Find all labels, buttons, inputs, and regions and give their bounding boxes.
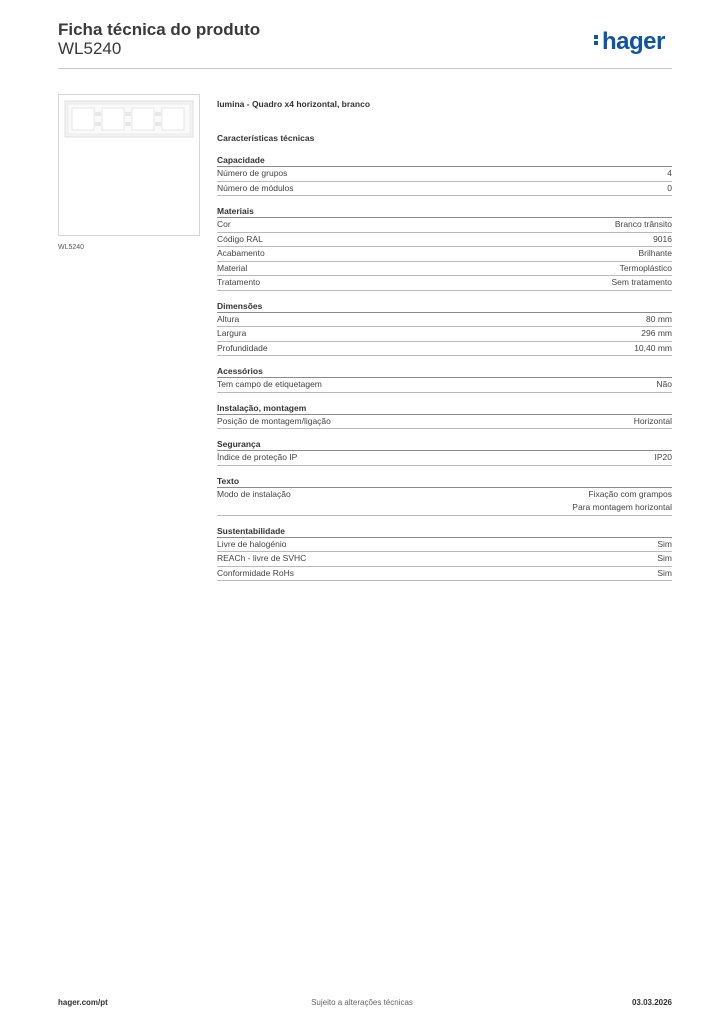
- spec-value-line: 296 mm: [641, 328, 672, 338]
- spec-value-line: Sem tratamento: [611, 277, 672, 287]
- page-title: Ficha técnica do produto: [58, 20, 261, 39]
- frame-x4-illustration: [59, 95, 199, 235]
- spec-label: Cor: [217, 219, 231, 229]
- logo-dots-icon: [594, 33, 600, 47]
- spec-value: [641, 327, 672, 341]
- spec-value: [657, 538, 672, 552]
- spec-section: [217, 300, 672, 357]
- spec-row: [217, 415, 672, 430]
- spec-section: [217, 525, 672, 582]
- spec-content: [217, 97, 672, 581]
- spec-label: Profundidade: [217, 342, 268, 353]
- product-code: WL5240: [58, 39, 122, 58]
- spec-value: [657, 567, 672, 581]
- spec-sections: [217, 154, 672, 581]
- spec-value: [653, 233, 672, 247]
- spec-label: Tem campo de etiquetagem: [217, 379, 322, 389]
- spec-value: [615, 218, 672, 232]
- spec-value-line: Sim: [657, 538, 672, 549]
- spec-row: [217, 167, 672, 182]
- spec-value: [638, 247, 672, 261]
- section-title: Sustentabilidade: [217, 525, 672, 538]
- spec-row: [217, 567, 672, 582]
- spec-label: Material: [217, 262, 248, 273]
- spec-value-line: Branco trânsito: [614, 219, 672, 229]
- spec-value: [656, 378, 672, 392]
- section-title: Acessórios: [217, 365, 672, 378]
- spec-row: [217, 552, 672, 567]
- section-title: Materiais: [217, 205, 672, 218]
- spec-value-line: Não: [656, 379, 672, 389]
- spec-row: [217, 327, 672, 342]
- spec-row: [217, 276, 672, 291]
- spec-value: [620, 262, 672, 276]
- spec-row: [217, 378, 672, 393]
- spec-row: [217, 313, 672, 328]
- spec-value: [612, 276, 672, 290]
- spec-value-line: Fixação com grampos: [588, 488, 672, 499]
- spec-section: [217, 402, 672, 430]
- spec-label: Acabamento: [217, 248, 265, 258]
- spec-section: [217, 475, 672, 516]
- spec-value: [646, 313, 672, 327]
- spec-row: [217, 218, 672, 233]
- product-description: lumina - Quadro x4 horizontal, branco: [217, 99, 371, 109]
- spec-label: Largura: [217, 328, 247, 338]
- spec-value-line: IP20: [654, 452, 672, 462]
- hager-logo[interactable]: [594, 28, 665, 56]
- spec-value-line: Brilhante: [638, 248, 672, 258]
- spec-label: Conformidade RoHs: [217, 567, 295, 578]
- spec-row: [217, 247, 672, 262]
- spec-label: Número de módulos: [217, 182, 294, 193]
- footer-notice: Sujeito a alterações técnicas: [311, 998, 413, 1007]
- spec-label: Código RAL: [217, 233, 263, 244]
- spec-value-line: Termoplástico: [619, 262, 672, 273]
- image-caption: WL5240: [58, 244, 85, 251]
- section-title: Segurança: [217, 438, 672, 451]
- spec-value-line: 9016: [653, 233, 672, 244]
- spec-label: Número de grupos: [217, 168, 288, 178]
- header-divider: [58, 68, 672, 69]
- spec-heading: Características técnicas: [217, 133, 315, 143]
- spec-value-line: 0: [667, 182, 672, 193]
- spec-value: [667, 182, 672, 196]
- spec-value-line: 4: [667, 168, 672, 178]
- spec-value-line: Sim: [657, 553, 672, 563]
- spec-value-line: 10,40 mm: [634, 342, 672, 353]
- spec-value-line: Sim: [657, 567, 672, 578]
- spec-value-line: 80 mm: [646, 313, 672, 324]
- spec-value: [634, 415, 672, 429]
- spec-section: [217, 205, 672, 291]
- spec-value-line: Horizontal: [633, 415, 672, 426]
- spec-value: [657, 552, 672, 566]
- footer-date: 03.03.2026: [631, 998, 672, 1007]
- spec-row: [217, 488, 672, 516]
- spec-label: Índice de proteção IP: [217, 452, 298, 462]
- spec-label: REACh - livre de SVHC: [217, 553, 307, 563]
- spec-row: [217, 233, 672, 248]
- footer-website-link[interactable]: hager.com/pt: [58, 998, 108, 1007]
- spec-label: Modo de instalação: [217, 488, 291, 499]
- spec-row: [217, 182, 672, 197]
- spec-row: [217, 538, 672, 553]
- spec-section: [217, 154, 672, 196]
- product-image: [58, 94, 200, 236]
- spec-row: [217, 342, 672, 357]
- spec-value-line: Para montagem horizontal: [572, 502, 672, 512]
- spec-label: Altura: [217, 313, 240, 324]
- section-title: Instalação, montagem: [217, 402, 672, 415]
- logo-text: hager: [602, 28, 665, 55]
- spec-value: [572, 488, 672, 515]
- section-title: Capacidade: [217, 154, 672, 167]
- spec-label: Posição de montagem/ligação: [217, 415, 331, 426]
- spec-row: [217, 451, 672, 466]
- section-title: Texto: [217, 475, 672, 488]
- section-title: Dimensões: [217, 300, 672, 313]
- spec-value: [667, 167, 672, 181]
- spec-value: [634, 342, 672, 356]
- spec-row: [217, 262, 672, 277]
- spec-label: Livre de halogénio: [217, 538, 287, 549]
- spec-section: [217, 365, 672, 393]
- spec-label: Tratamento: [217, 277, 261, 287]
- spec-section: [217, 438, 672, 466]
- spec-value: [655, 451, 673, 465]
